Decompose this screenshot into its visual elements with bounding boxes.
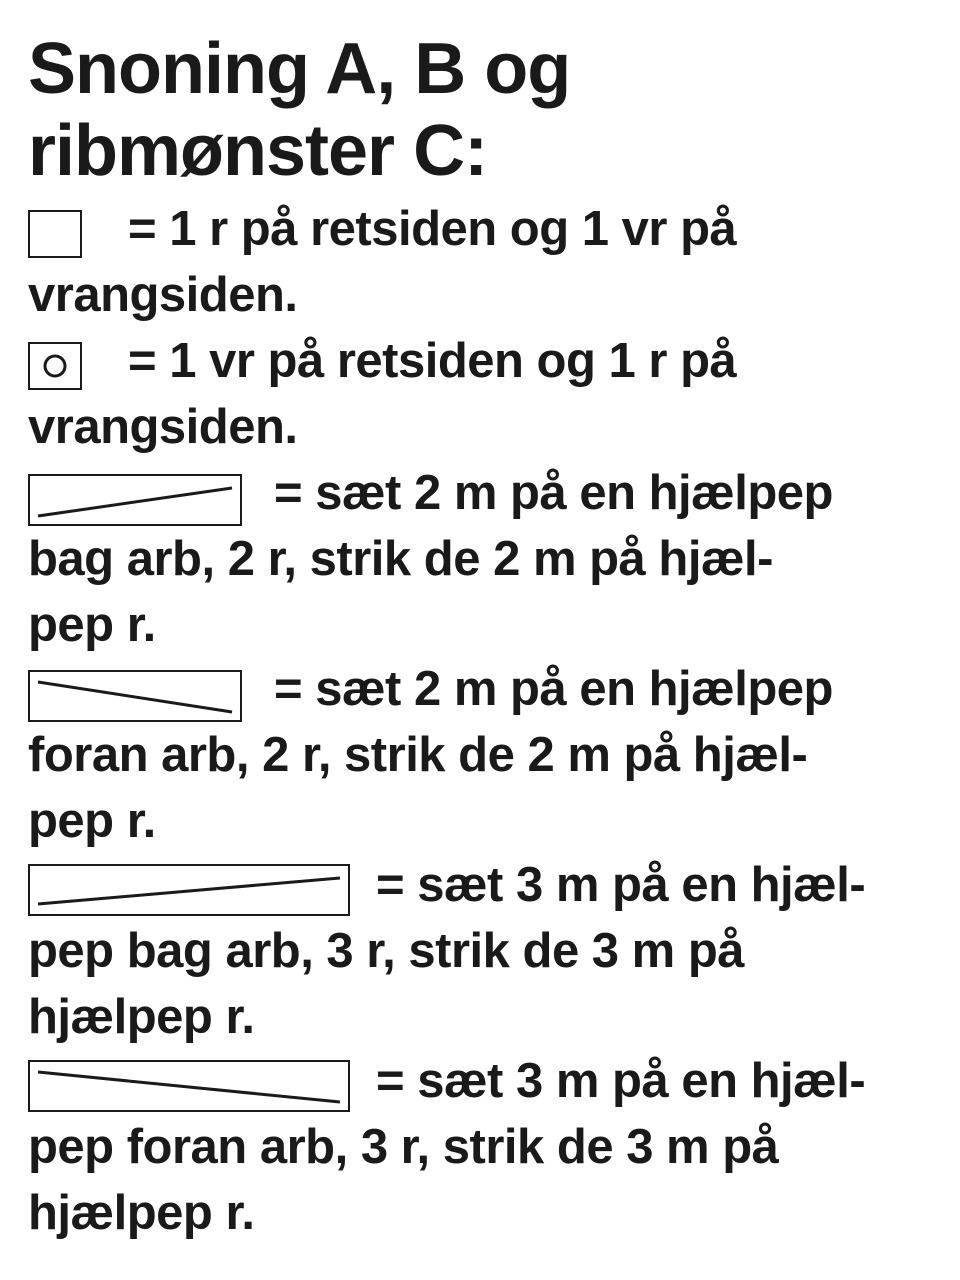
legend-text-line: vrangsiden. [28, 268, 298, 322]
legend-item-purl [28, 328, 943, 460]
legend-item-cable-2-back [28, 460, 943, 658]
cable-2-front-icon [28, 670, 242, 722]
cable-3-back-icon [28, 864, 350, 916]
cable-2-back-icon [28, 474, 242, 526]
legend-item-cable-2-front [28, 656, 943, 854]
legend-item-knit [28, 196, 943, 328]
legend-text-line: = sæt 3 m på en hjæl- [376, 1054, 866, 1108]
legend-text-line: pep r. [28, 794, 156, 848]
legend-text-line: pep r. [28, 598, 156, 652]
cable-3-front-icon [28, 1060, 350, 1112]
legend-text-line: pep bag arb, 3 r, strik de 3 m på [28, 924, 745, 978]
legend-item-cable-3-front [28, 1048, 943, 1246]
legend-text-line: pep foran arb, 3 r, strik de 3 m på [28, 1120, 779, 1174]
page-title [28, 28, 570, 192]
legend-text-line: vrangsiden. [28, 400, 298, 454]
legend-text-line: foran arb, 2 r, strik de 2 m på hjæl- [28, 728, 808, 782]
legend-item-cable-3-back [28, 852, 943, 1050]
legend-text-line: = 1 vr på retsiden og 1 r på [128, 334, 737, 388]
circle-square-icon [28, 342, 82, 390]
legend-text-line: bag arb, 2 r, strik de 2 m på hjæl- [28, 532, 773, 586]
legend-text-line: = sæt 2 m på en hjælpep [274, 466, 833, 520]
empty-square-icon [28, 210, 82, 258]
title-line-1: Snoning A, B og [28, 29, 571, 109]
title-line-2: ribmønster C: [28, 111, 488, 191]
legend-text-line: hjælpep r. [28, 990, 255, 1044]
legend-text-line: = sæt 3 m på en hjæl- [376, 858, 866, 912]
legend-text-line: hjælpep r. [28, 1186, 255, 1240]
legend-text-line: = sæt 2 m på en hjælpep [274, 662, 833, 716]
legend-text-line: = 1 r på retsiden og 1 vr på [128, 202, 737, 256]
